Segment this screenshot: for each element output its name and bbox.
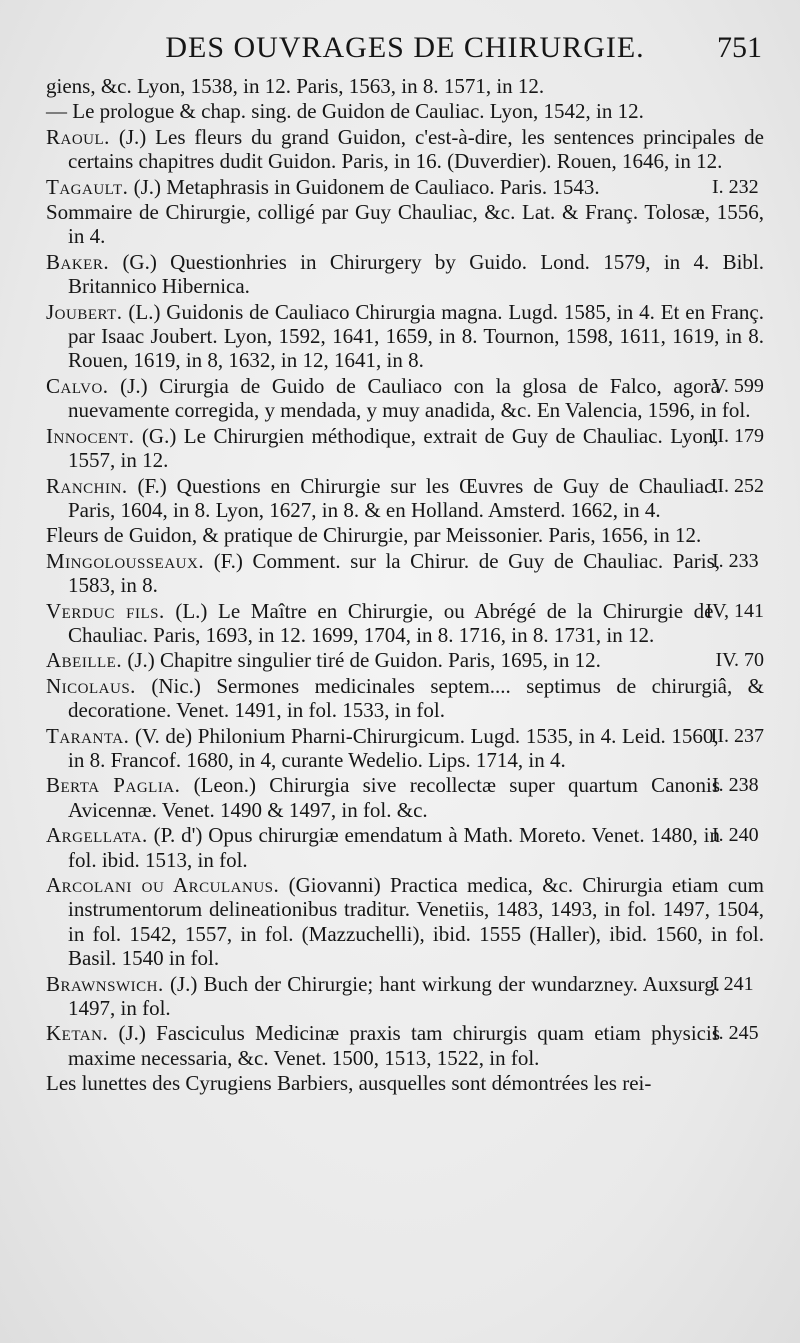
entry-reference: I. 240 [712, 824, 759, 847]
entry-text: — Le prologue & chap. sing. de Guidon de Cauliac. Lyon, 1542, in 12. [46, 99, 644, 124]
bibliography-entry [46, 648, 764, 672]
entry-reference: I. 245 [712, 1022, 759, 1045]
entry-author: Raoul. [46, 124, 110, 149]
entry-reference: V. 599 [712, 374, 764, 397]
entry-reference: II. 179 [710, 424, 764, 447]
bibliography-entry [46, 99, 764, 123]
entry-author: Baker. [46, 249, 110, 274]
entry-author: Arcolani ou Arculanus. [46, 873, 280, 897]
bibliography-entry [46, 474, 764, 523]
page-number: 751 [717, 31, 762, 64]
entry-reference: I. 233 [712, 549, 759, 572]
entry-reference: II. 252 [710, 474, 764, 497]
entry-text: (F.) Questions en Chirurgie sur les Œuvres de Guy de Chauliac. Paris, 1604, in 8. Lyon, 1627, in 8. & en Holland. Amsterd. 1662, in 4. [68, 473, 719, 522]
entry-text: (P. d') Opus chirurgiæ emendatum à Math. Moreto. Venet. 1480, in fol. ibid. 1513, in fol. [68, 823, 720, 872]
entry-text: (L.) Le Maître en Chirurgie, ou Abrégé de la Chirurgie de Chauliac. Paris, 1693, in 12. 1699, 1704, in 8. 1716, in 8. 1731, in 12. [68, 598, 714, 647]
bibliography-entry [46, 823, 764, 872]
entry-author: Joubert. [46, 299, 123, 324]
entry-text: (Leon.) Chirurgia sive recollectæ super quartum Canonis Avicennæ. Venet. 1490 & 1497, in fol. &c. [68, 773, 721, 822]
entry-reference: II. 237 [710, 724, 764, 747]
entry-author: Nicolaus. [46, 673, 136, 698]
bibliography-entry [46, 1021, 764, 1070]
bibliography-entry [46, 1071, 764, 1095]
entry-author: Innocent. [46, 423, 135, 448]
entry-text: Les lunettes des Cyrugiens Barbiers, ausquelles sont démontrées les rei- [46, 1071, 652, 1096]
entry-author: Argellata. [46, 823, 148, 848]
entry-text: (V. de) Philonium Pharni-Chirurgicum. Lugd. 1535, in 4. Leid. 1560, in 8. Francof. 1680, in 4, curante Wedelio. Lips. 1714, in 4. [68, 723, 719, 772]
bibliography-entry [46, 724, 764, 773]
entry-author: Taranta. [46, 723, 130, 748]
bibliography-entry [46, 74, 764, 98]
entry-reference: IV. 70 [715, 649, 764, 672]
entry-text: giens, &c. Lyon, 1538, in 12. Paris, 1563, in 8. 1571, in 12. [46, 74, 545, 98]
entry-reference: I. 232 [712, 175, 759, 198]
bibliography-entry [46, 972, 764, 1021]
bibliography-list [46, 74, 764, 1096]
bibliography-entry [46, 523, 764, 547]
page-header [46, 28, 764, 74]
entry-text: (Giovanni) Practica medica, &c. Chirurgia etiam cum instrumentorum delineationibus traditur. Venetiis, 1483, 1493, in fol. 1497, 1504, in fol. 1542, 1557, in fol. (Mazzuchelli), ibid. 1555 (Haller), ibid. 1560, in fol. Basil. 1540 in fol. [68, 873, 764, 971]
entry-author: Verduc fils. [46, 598, 165, 623]
bibliography-entry [46, 125, 764, 174]
entry-reference: IV, 141 [705, 599, 764, 622]
entry-author: Mingolousseaux. [46, 548, 205, 573]
bibliography-entry [46, 549, 764, 598]
entry-text: Sommaire de Chirurgie, colligé par Guy Chauliac, &c. Lat. & Franç. Tolosæ, 1556, in 4. [46, 200, 764, 249]
entry-author: Calvo. [46, 373, 109, 398]
entry-author: Tagault. [46, 174, 129, 199]
entry-text: (L.) Guidonis de Cauliaco Chirurgia magna. Lugd. 1585, in 4. Et en Franç. par Isaac Joubert. Lyon, 1592, 1641, 1659, in 8. Tournon, 1598, 1611, 1619, in 8. Rouen, 1619, in 8, 1632, in 12, 1641, in 8. [68, 299, 764, 373]
entry-text: (J.) Cirurgia de Guido de Cauliaco con la glosa de Falco, agora nuevamente corregida, y mendada, y muy anadida, &c. En Valencia, 1596, in fol. [68, 373, 751, 423]
entry-text: (J.) Metaphrasis in Guidonem de Cauliaco. Paris. 1543. [133, 174, 600, 199]
bibliography-entry [46, 674, 764, 723]
entry-text: (Nic.) Sermones medicinales septem.... septimus de chirurgiâ, & decoratione. Venet. 1491, in fol. 1533, in fol. [68, 673, 764, 723]
entry-text: Fleurs de Guidon, & pratique de Chirurgie, par Meissonier. Paris, 1656, in 12. [46, 523, 702, 548]
bibliography-entry [46, 773, 764, 822]
bibliography-entry [46, 873, 764, 971]
entry-text: (F.) Comment. sur la Chirur. de Guy de Chauliac. Paris, 1583, in 8. [68, 548, 721, 598]
entry-text: (J.) Les fleurs du grand Guidon, c'est-à-dire, les sentences principales de certains chapitres dudit Guidon. Paris, in 16. (Duverdier). Rouen, 1646, in 12. [68, 124, 764, 174]
entry-author: Brawnswich. [46, 971, 164, 996]
entry-text: (J.) Fasciculus Medicinæ praxis tam chirurgis quam etiam physicis maxime necessaria, &c. Venet. 1500, 1513, 1522, in fol. [68, 1021, 720, 1070]
bibliography-entry [46, 599, 764, 648]
entry-reference: I. 238 [712, 774, 759, 797]
entry-text: (G.) Le Chirurgien méthodique, extrait de Guy de Chauliac. Lyon, 1557, in 12. [68, 423, 719, 473]
entry-author: Berta Paglia. [46, 773, 181, 798]
bibliography-entry [46, 374, 764, 423]
entry-author: Ketan. [46, 1021, 109, 1046]
bibliography-entry [46, 200, 764, 249]
entry-text: (J.) Chapitre singulier tiré de Guidon. Paris, 1695, in 12. [127, 648, 601, 673]
running-title: DES OUVRAGES DE CHIRURGIE. [165, 31, 645, 64]
entry-text: (G.) Questionhries in Chirurgery by Guido. Lond. 1579, in 4. Bibl. Britannico Hibernica. [68, 249, 764, 299]
bibliography-entry [46, 300, 764, 373]
entry-author: Ranchin. [46, 473, 128, 498]
bibliography-entry [46, 250, 764, 299]
entry-author: Abeille. [46, 648, 123, 673]
entry-reference: I 241 [712, 972, 754, 995]
bibliography-entry [46, 424, 764, 473]
entry-text: (J.) Buch der Chirurgie; hant wirkung der wundarzney. Auxsurg. 1497, in fol. [68, 971, 720, 1021]
bibliography-entry [46, 175, 764, 199]
